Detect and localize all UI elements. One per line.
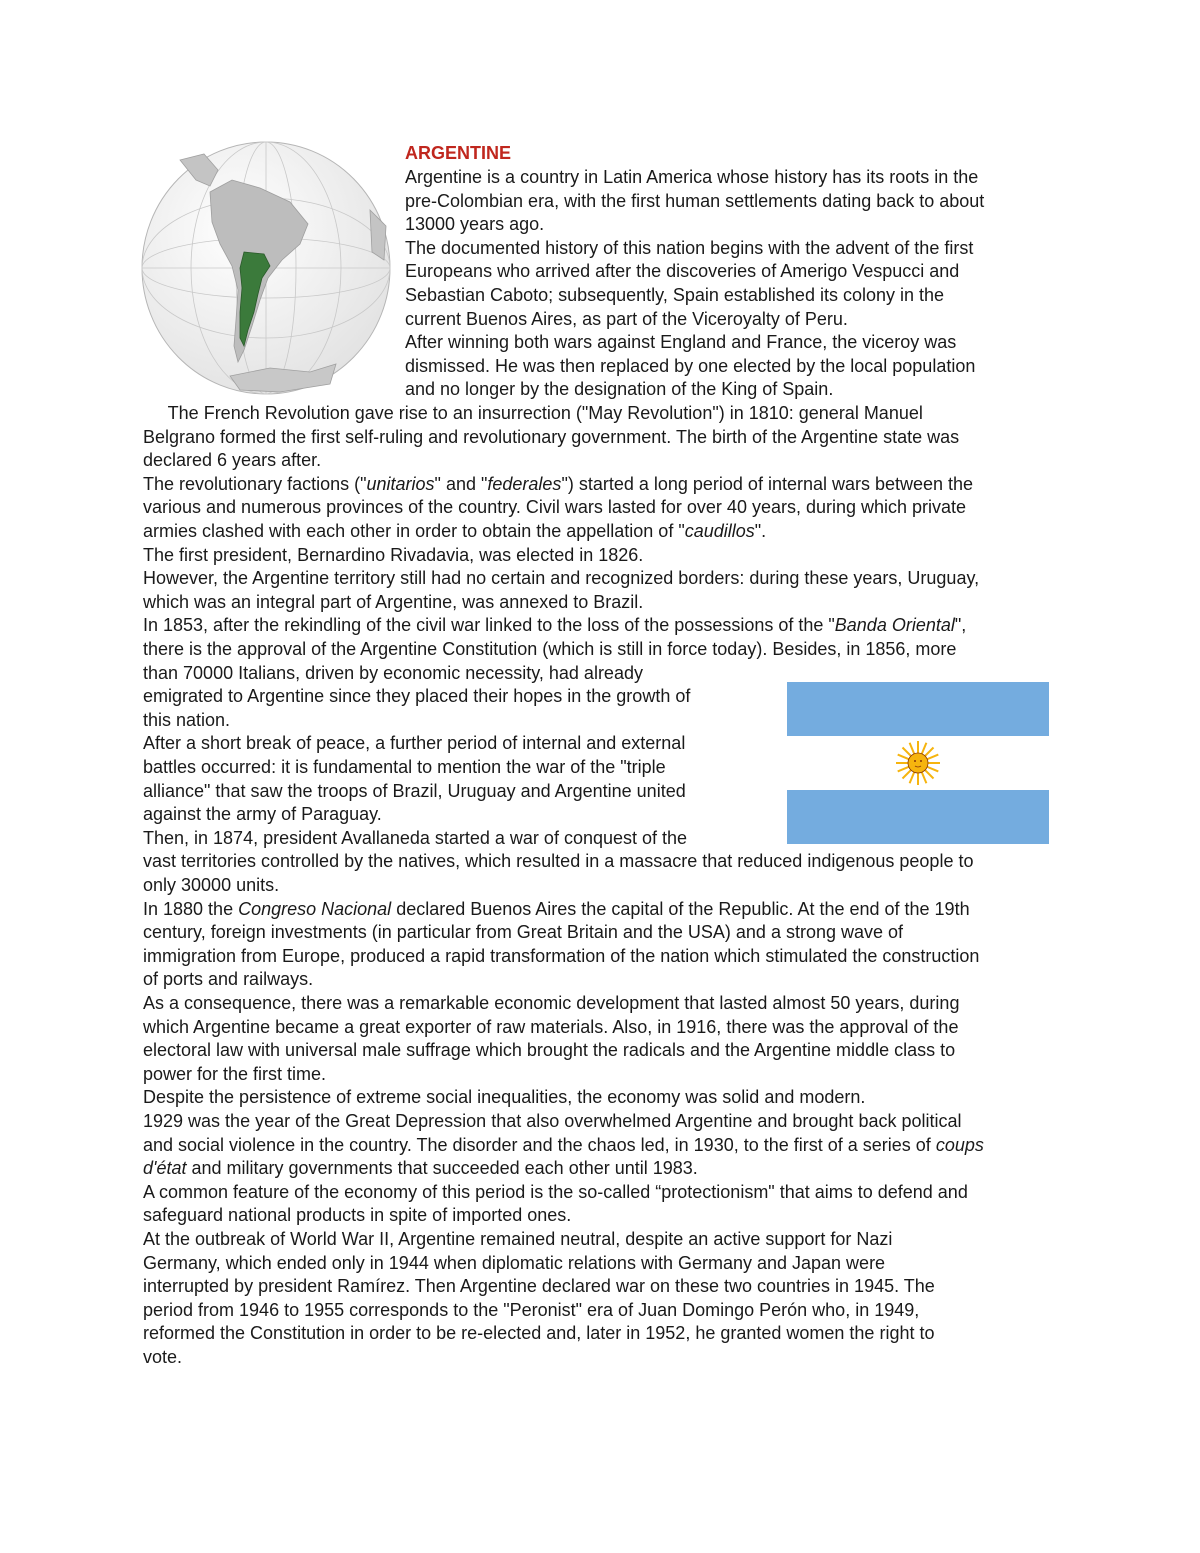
document-title: ARGENTINE	[405, 143, 512, 163]
text-line: this nation.	[143, 709, 231, 730]
sun-icon	[896, 741, 940, 785]
text-line: The revolutionary factions ("unitarios" and "federales") started a long period of internal wars between the	[143, 473, 974, 494]
text-line: electoral law with universal male suffrage which brought the radicals and the Argentine middle class to	[143, 1040, 956, 1061]
text-line: and no longer by the designation of the King of Spain.	[405, 379, 834, 400]
text-line: Belgrano formed the first self-ruling and revolutionary government. The birth of the Argentine state was	[143, 426, 960, 447]
text-line: At the outbreak of World War II, Argentine remained neutral, despite an active support for Nazi	[143, 1229, 893, 1249]
text-line: declared 6 years after.	[143, 450, 322, 471]
text-line: armies clashed with each other in order to obtain the appellation of "caudillos".	[143, 521, 767, 541]
text-line: After a short break of peace, a further period of internal and external	[143, 733, 686, 754]
text-line: and social violence in the country. The disorder and the chaos led, in 1930, to the first of a series of coups	[143, 1134, 984, 1155]
text-line: In 1880 the Congreso Nacional declared Buenos Aires the capital of the Republic. At the end of the 19th	[143, 898, 970, 919]
text-line: A common feature of the economy of this period is the so-called “protectionism" that aims to defend and	[143, 1181, 968, 1202]
text-line: Sebastian Caboto; subsequently, Spain established its colony in the	[405, 285, 945, 305]
text-line: immigration from Europe, produced a rapid transformation of the nation which stimulated the construction	[143, 945, 980, 966]
text-line: reformed the Constitution in order to be re-elected and, later in 1952, he granted women the right to	[143, 1323, 935, 1344]
text-line: current Buenos Aires, as part of the Viceroyalty of Peru.	[405, 308, 848, 329]
text-line: emigrated to Argentine since they placed their hopes in the growth of	[143, 686, 691, 707]
text-line: century, foreign investments (in particular from Great Britain and the USA) and a strong wave of	[143, 922, 904, 943]
text-line: against the army of Paraguay.	[143, 804, 382, 825]
text-line: dismissed. He was then replaced by one elected by the local population	[405, 355, 976, 376]
text-line: 13000 years ago.	[405, 214, 545, 235]
text-line: vote.	[143, 1347, 183, 1367]
text-line: only 30000 units.	[143, 875, 280, 895]
argentina-flag-image	[787, 682, 1049, 844]
text-line: As a consequence, there was a remarkable economic development that lasted almost 50 years, during	[143, 993, 960, 1013]
text-line: Then, in 1874, president Avallaneda started a war of conquest of the	[143, 827, 688, 848]
text-line: pre-Colombian era, with the first human settlements dating back to about	[405, 190, 985, 211]
text-line: power for the first time.	[143, 1063, 327, 1084]
globe-map-image	[140, 140, 392, 396]
text-line: Argentine is a country in Latin America whose history has its roots in the	[405, 167, 979, 187]
text-line: alliance" that saw the troops of Brazil, Uruguay and Argentine united	[143, 780, 686, 801]
text-line: After winning both wars against England and France, the viceroy was	[405, 332, 957, 353]
text-line: Despite the persistence of extreme social inequalities, the economy was solid and modern.	[143, 1087, 866, 1108]
text-line: than 70000 Italians, driven by economic necessity, had already	[143, 662, 643, 683]
text-line: 1929 was the year of the Great Depression that also overwhelmed Argentine and brought back political	[143, 1111, 962, 1131]
text-line: battles occurred: it is fundamental to mention the war of the "triple	[143, 757, 666, 777]
text-line: there is the approval of the Argentine Constitution (which is still in force today). Besides, in 1856, more	[143, 639, 957, 659]
text-line: of ports and railways.	[143, 969, 314, 990]
text-line: Europeans who arrived after the discoveries of Amerigo Vespucci and	[405, 261, 960, 282]
text-line: safeguard national products in spite of imported ones.	[143, 1205, 572, 1226]
text-line: vast territories controlled by the natives, which resulted in a massacre that reduced indigenous people to	[143, 851, 974, 872]
text-line: which was an integral part of Argentine, was annexed to Brazil.	[143, 591, 644, 612]
text-line: The documented history of this nation begins with the advent of the first	[405, 237, 974, 258]
text-line: In 1853, after the rekindling of the civil war linked to the loss of the possessions of the "Banda Oriental",	[143, 615, 967, 636]
text-line: which Argentine became a great exporter of raw materials. Also, in 1916, there was the approval of the	[143, 1016, 959, 1037]
text-line: The first president, Bernardino Rivadavia, was elected in 1826.	[143, 544, 644, 565]
text-line: However, the Argentine territory still had no certain and recognized borders: during these years, Uruguay,	[143, 568, 980, 589]
text-line: period from 1946 to 1955 corresponds to the "Peronist" era of Juan Domingo Perón who, in 1949,	[143, 1299, 920, 1320]
text-line: interrupted by president Ramírez. Then Argentine declared war on these two countries in 1945. The	[143, 1276, 935, 1297]
text-line: Germany, which ended only in 1944 when diplomatic relations with Germany and Japan were	[143, 1252, 886, 1273]
text-line: d'état and military governments that succeeded each other until 1983.	[143, 1158, 698, 1179]
text-line: various and numerous provinces of the country. Civil wars lasted for over 40 years, during which private	[143, 497, 967, 518]
text-line: The French Revolution gave rise to an insurrection ("May Revolution") in 1810: general Manuel	[143, 403, 923, 423]
